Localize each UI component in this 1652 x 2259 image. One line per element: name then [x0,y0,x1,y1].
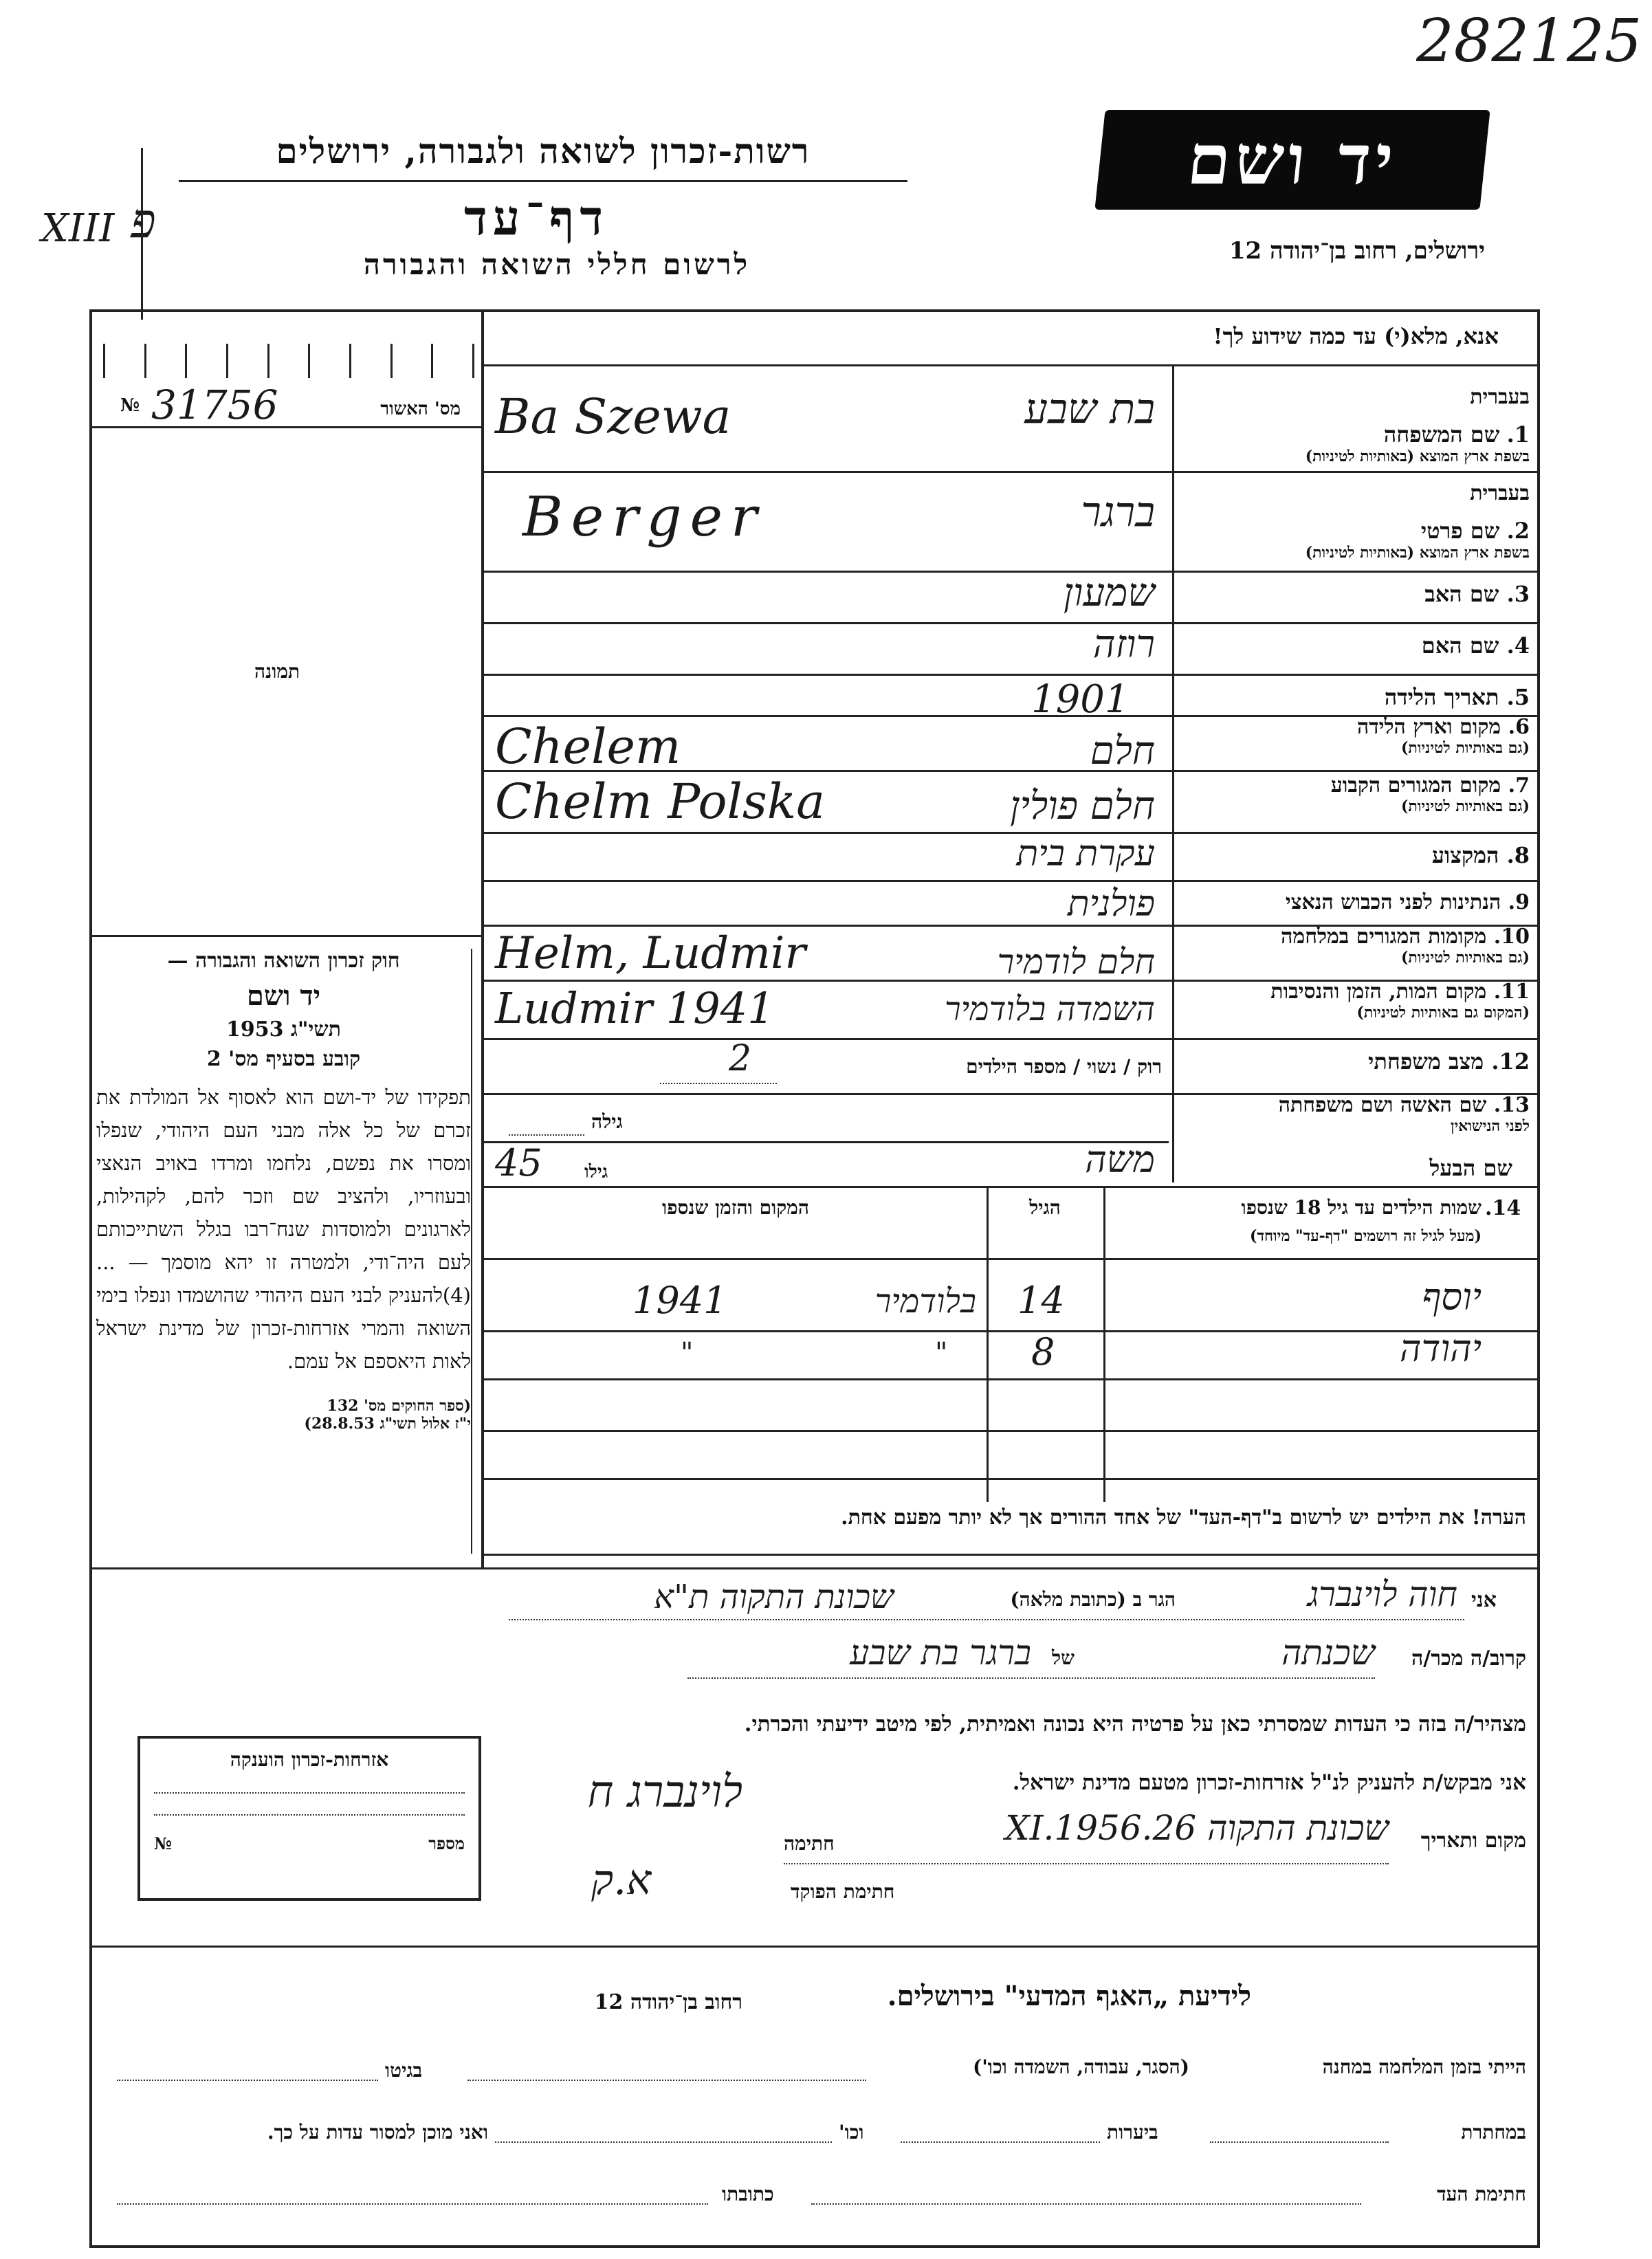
declarant-resides-label: הגר ב (כתובת מלאה) [1010,1588,1176,1611]
field-5-value: 1901 [1031,677,1130,722]
child-4-line [481,1478,1540,1480]
footer-line3-dots2 [117,2203,708,2205]
field-2-value-hebrew: ברגר [1081,488,1155,536]
field-8-label: המקצוע [1431,842,1499,868]
footer-line1-dots [467,2080,866,2081]
field-11-label: מקום המות, הזמן והנסיבות [1270,980,1487,1004]
child-2-age: 8 [1031,1330,1055,1374]
footer-line2-a: במחתרת [1461,2121,1526,2144]
relation-value: שכנתה [1281,1633,1375,1673]
declarant-line-1 [509,1619,1464,1620]
field-9-label: הנתינות לפני הכבוש הנאצי [1285,890,1501,914]
field-7-sub: (גם באותיות לטיניות) [1400,797,1530,815]
footer-line2-dots2 [901,2141,1100,2143]
child-2-name: יהודה [1399,1327,1482,1370]
field-row-2 [1179,481,1530,562]
of-name: ברגר בת שבע [850,1633,1031,1673]
declarant-line-2 [687,1677,1375,1679]
relative-label: קרוב/ה מכר/ה [1411,1646,1526,1671]
field-1-num: 1. [1506,421,1530,448]
form-subtitle: לרשום חללי השואה והגבורה [363,247,751,281]
field-5-num: 5. [1506,684,1530,710]
field-12-dots [660,1083,777,1084]
field-12-num: 12. [1491,1048,1530,1075]
law-box [96,949,472,1554]
children-header-names: שמות הילדים עד גיל 18 שנספו [1241,1196,1482,1219]
citizenship-number-label: מספר [428,1833,465,1853]
approval-prefix: № [120,395,140,416]
footer-line1-dots2 [117,2080,378,2081]
children-header-line [481,1258,1540,1260]
field-7-label: מקום המגורים הקבוע [1330,773,1501,797]
field-row-6 [1179,715,1530,757]
field-row-7 [1179,773,1530,815]
field-row-11 [1179,980,1530,1022]
children-header-place: המקום והזמן שנספו [662,1196,809,1219]
field-1-lang: בעברית [1470,385,1530,409]
request-text: אני מבקש/ת להעניק לנ"ל אזרחות-זכרון מטעם מדינת ישראל. [1012,1770,1526,1795]
field-9-value: פולנית [1067,883,1155,925]
field-1-label: שם המשפחה [1383,421,1500,448]
row-4-line [481,674,1540,676]
footer-line2-c: וכו' [839,2121,864,2144]
photo-label: תמונה [254,660,300,683]
note: הערה! את הילדים יש לרשום ב"דף-העד" של אחד ההורים אך לא יותר מפעם אחת. [841,1506,1526,1530]
field-4-value: רוזה [1092,622,1155,667]
field-13-age-label: גילה [591,1110,623,1133]
child-2-place: " [935,1337,948,1369]
field-10-value-latin: Helm, Ludmir [495,928,806,979]
footer-line3-b: כתובתו [722,2183,774,2205]
footer-line2-b: ביערות [1107,2121,1158,2144]
child-1-year: 1941 [632,1279,727,1322]
law-year: תשי"ג 1953 [226,1017,341,1042]
field-2-num: 2. [1506,518,1530,544]
field-3-value: שמעון [1063,571,1155,615]
field-row-4 [1179,632,1530,659]
law-clause: קובע בסעיף מס' 2 [206,1047,361,1071]
field-12-children-count: 2 [729,1038,752,1079]
law-title: חוק זכרון השואה והגבורה — [167,949,400,973]
law-name: יד ושם [246,980,321,1012]
photo-area-bottom [89,935,481,937]
field-row-10 [1179,925,1530,967]
approval-label: מס' האשור [380,399,461,419]
footer-line1-a: הייתי בזמן המלחמה במחנה [1322,2056,1526,2078]
child-2-line [481,1378,1540,1380]
field-6-value-hebrew: חלם [1090,729,1155,773]
field-11-value-latin: Ludmir 1941 [495,983,775,1033]
authority-underline [179,180,907,182]
footer-line1-b: (הסגר, עבודה, השמדה וכו') [972,2056,1189,2078]
field-8-value: עקרת בית [1016,833,1155,874]
field-10-sub: (גם באותיות לטיניות) [1400,949,1530,967]
footer-line3-a: חתימת העד [1437,2183,1526,2205]
child-1-place: בלודמיר [874,1282,976,1321]
field-row-8 [1179,842,1530,868]
officer-signature: א.ק [591,1856,652,1904]
declarant-name: חוה לוינברג [1307,1574,1457,1614]
footer-line1-c: בגיטו [385,2059,423,2082]
label-column-divider [1172,364,1174,1182]
field-13-age-dots [509,1134,584,1136]
citizenship-title: אזרחות-זכרון הוענקה [230,1748,389,1771]
field-12-options: רוק / נשוי / מספר הילדים [966,1055,1162,1078]
declaration-text: מצהיר/ה בזה כי העדות שמסרתי כאן על פרטיה היא נכונה ואמיתית, לפי מיטב ידיעתי והכרתי. [744,1712,1526,1737]
note-line-bottom [89,1567,1540,1569]
field-4-num: 4. [1506,632,1530,659]
yad-vashem-logo [1094,110,1490,210]
tick-marks [103,344,474,378]
footer-title: לידיעת „האגף המדעי" בירושלים. [887,1980,1251,2012]
officer-label: חתימת הפוקד [791,1880,895,1903]
child-1-name: יוסף [1422,1275,1482,1319]
citizenship-number-prefix: № [154,1833,173,1853]
field-9-num: 9. [1508,890,1530,914]
children-col-2 [987,1186,989,1502]
instructions: אנא, מלא(י) עד כמה שידוע לך! [1213,323,1499,349]
child-1-age: 14 [1017,1279,1065,1322]
approval-line [89,426,481,428]
place-date-line [784,1863,1389,1864]
field-5-label: תאריך הלידה [1384,684,1499,710]
footer-line2-d: ואני מוכן למסור עדות על כך. [267,2121,488,2144]
husband-value: משה [1085,1138,1155,1181]
field-4-label: שם האם [1421,632,1499,659]
field-11-value-hebrew: השמדה בלודמיר [945,990,1155,1028]
field-row-12 [1179,1048,1530,1075]
field-12-label: מצב משפחתי [1368,1048,1484,1075]
field-2-lang: בעברית [1470,481,1530,505]
place-date-value: שכונת התקוה 26.XI.1956 [1005,1808,1389,1848]
field-6-sub: (גם באותיות לטיניות) [1400,739,1530,757]
declarant-address: שכונת התקוה ת"א [654,1578,894,1616]
footer-address: רחוב בן־יהודה 12 [594,1990,742,2014]
footer-line3-dots1 [811,2203,1361,2205]
citizenship-box [137,1736,481,1901]
handwritten-record-number: 282125 [1416,7,1642,76]
field-10-num: 10. [1493,925,1530,949]
children-header-sub: (מעל לגיל זה רושמים "דף-עד" מיוחד) [1250,1227,1482,1245]
field-7-value-latin: Chelm Polska [495,773,825,830]
field-6-num: 6. [1508,715,1530,739]
field-1-value-hebrew: בת שבע [1024,385,1155,433]
field-3-num: 3. [1506,581,1530,607]
husband-row-line [481,1186,1540,1188]
field-row-5 [1179,684,1530,710]
field-7-value-hebrew: חלם פולין [1010,784,1155,828]
field-row-13 [1179,1093,1530,1135]
field-10-label: מקומות המגורים במלחמה [1281,925,1487,949]
row-6-line [481,770,1540,772]
field-13-label: שם האשה ושם משפחתה [1278,1093,1487,1117]
field-7-num: 7. [1508,773,1530,797]
field-row-1 [1179,385,1530,465]
logo-text: יד ושם [1183,119,1402,200]
field-11-num: 11. [1493,980,1530,1004]
row-1-line [481,471,1540,473]
field-6-label: מקום וארץ הלידה [1356,715,1501,739]
children-num: 14. [1485,1196,1521,1220]
side-note-hebrew: פ [131,192,156,249]
field-1-sub: בשפת ארץ המוצא (באותיות לטיניות) [1305,448,1530,465]
field-8-num: 8. [1506,842,1530,868]
place-date-label: מקום ותאריך [1420,1829,1526,1853]
field-6-value-latin: Chelem [495,718,681,775]
field-row-9 [1179,890,1530,914]
law-ref2: י"ז אלול תשי"ג 28.8.53) [304,1415,471,1433]
children-header-age: הגיל [1029,1196,1061,1219]
field-13-num: 13. [1493,1093,1530,1117]
law-ref: (ספר החוקים מס' 132 [327,1397,471,1415]
field-2-value-latin: Berger [522,485,766,549]
children-col-1 [1103,1186,1105,1502]
child-2-year: " [681,1337,694,1369]
field-row-3 [1179,581,1530,607]
instruction-separator [481,364,1540,366]
field-2-label: שם פרטי [1420,518,1500,544]
field-3-label: שם האב [1424,581,1499,607]
row-8-line [481,880,1540,882]
field-11-sub: (המקום גם באותיות לטיניות) [1356,1004,1530,1022]
signature-label: חתימה [784,1832,835,1855]
approval-number: 31756 [151,382,278,428]
declarant-i-label: אני [1471,1588,1497,1612]
row-11-line [481,1038,1540,1040]
header-address: ירושלים, רחוב בן־יהודה 12 [1229,237,1485,265]
footer-separator [89,1946,1540,1948]
husband-label: שם הבעל [1429,1155,1512,1181]
note-line [481,1554,1540,1556]
field-10-value-hebrew: חלם לודמיר [997,942,1155,982]
husband-age-label: גילו [584,1162,608,1182]
law-text: תפקידו של יד-ושם הוא לאסוף אל המולדת את זכרם של כל אלה מבני העם היהודי, שנפלו ומסרו את נפשם, נלחמו ומרדו באויב הנאצי ובעוזריו, ולהציב שם וזכר להם, לקהילות, לארגונים ולמוסדות שנח־רבו בגלל השתייכותם לעם היה־ודי, ולמטרה זו יהא מוסמך — ...(4)להעניק לבני העם היהודי שהושמדו ונפלו בימי השואה והמרי אזרחות-זכרון של מדינת ישראל לאות היאספם אל עמם. [96,1086,471,1373]
side-mark-line [141,148,143,320]
of-label: של [1052,1646,1075,1669]
husband-age-value: 45 [495,1141,542,1184]
authority-title: רשות-זכרון לשואה ולגבורה, ירושלים [276,131,811,171]
field-2-sub: בשפת ארץ המוצא (באותיות לטיניות) [1305,544,1530,562]
field-13-sub: לפני הנישואין [1450,1117,1530,1135]
field-1-value-latin: Ba Szewa [495,388,731,445]
child-3-line [481,1430,1540,1432]
side-note-handwritten: XIII [41,206,115,251]
declarant-signature: לוינברג ח [587,1767,742,1818]
footer-line2-dots3 [495,2141,832,2143]
form-title: דף־עד [463,189,608,246]
footer-line2-dots1 [1210,2141,1389,2143]
